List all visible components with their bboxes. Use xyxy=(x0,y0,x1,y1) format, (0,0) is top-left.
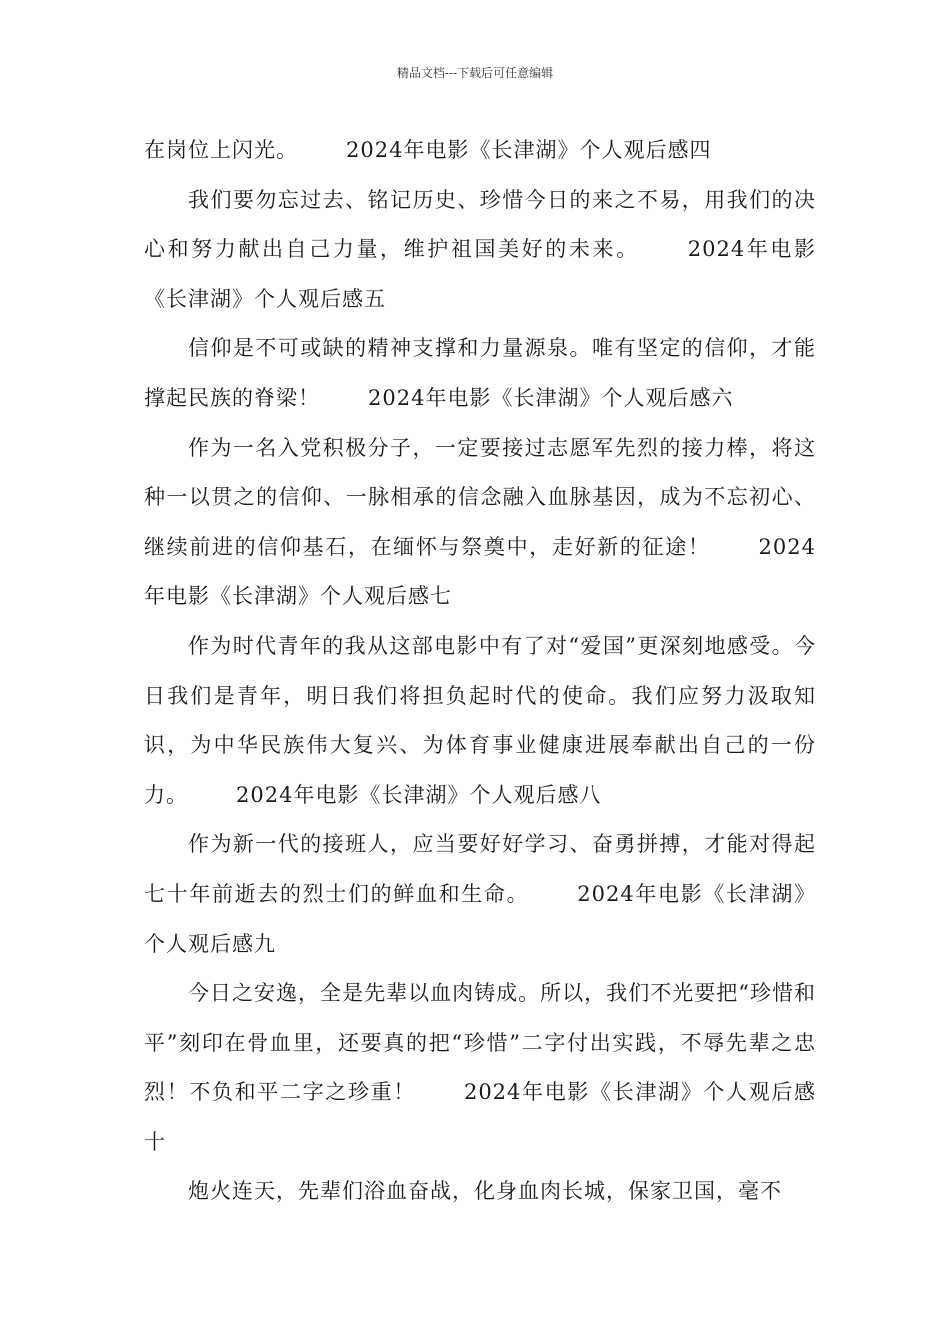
paragraph-7 xyxy=(144,969,816,1167)
paragraph-text: 在岗位上闪光。 xyxy=(144,138,298,162)
paragraph-text: 作为新一代的接班人，应当要好好学习、奋勇拼搏，才能对得起七十年前逝去的烈士们的鲜血和生命。 xyxy=(144,832,816,906)
section-heading: 2024年电影《长津湖》个人观后感九 xyxy=(144,881,817,956)
page-header: 精品文档---下载后可任意编辑 xyxy=(396,66,554,80)
paragraph-2 xyxy=(144,176,816,325)
paragraph-text: 信仰是不可或缺的精神支撑和力量源泉。唯有坚定的信仰，才能撑起民族的脊梁！ xyxy=(144,336,816,410)
section-heading: 2024年电影《长津湖》个人观后感八 xyxy=(236,782,602,807)
section-heading: 2024年电影《长津湖》个人观后感七 xyxy=(144,534,816,609)
paragraph-1 xyxy=(144,126,816,176)
section-heading: 2024年电影《长津湖》个人观后感四 xyxy=(346,138,712,162)
paragraph-3 xyxy=(144,324,816,423)
paragraph-4 xyxy=(144,424,816,622)
section-heading: 2024年电影《长津湖》个人观后感六 xyxy=(368,385,734,410)
paragraph-6 xyxy=(144,820,816,969)
paragraph-text: 炮火连天，先辈们浴血奋战，化身血肉长城，保家卫国，毫不 xyxy=(188,1179,782,1204)
paragraph-5 xyxy=(144,622,816,820)
section-heading: 2024年电影《长津湖》个人观后感五 xyxy=(144,237,816,311)
document-body xyxy=(144,126,816,1217)
section-heading: 2024年电影《长津湖》个人观后感十 xyxy=(144,1080,816,1154)
paragraph-text: 我们要勿忘过去、铭记历史、珍惜今日的来之不易，用我们的决心和努力献出自己力量，维护祖国美好的未来。 xyxy=(144,187,816,262)
paragraph-text: 今日之安逸，全是先辈以血肉铸成。所以，我们不光要把“珍惜和平”刻印在骨血里，还要真的把“珍惜”二字付出实践，不辱先辈之忠烈！不负和平二字之珍重！ xyxy=(144,981,816,1105)
paragraph-8 xyxy=(144,1167,816,1217)
paragraph-text: 作为一名入党积极分子，一定要接过志愿军先烈的接力棒，将这种一以贯之的信仰、一脉相承的信念融入血脉基因，成为不忘初心、继续前进的信仰基石，在缅怀与祭奠中，走好新的征途！ xyxy=(144,435,816,559)
paragraph-text: 作为时代青年的我从这部电影中有了对“爱国”更深刻地感受。今日我们是青年，明日我们将担负起时代的使命。我们应努力汲取知识，为中华民族伟大复兴、为体育事业健康进展奉献出自己的一份力。 xyxy=(144,633,816,807)
